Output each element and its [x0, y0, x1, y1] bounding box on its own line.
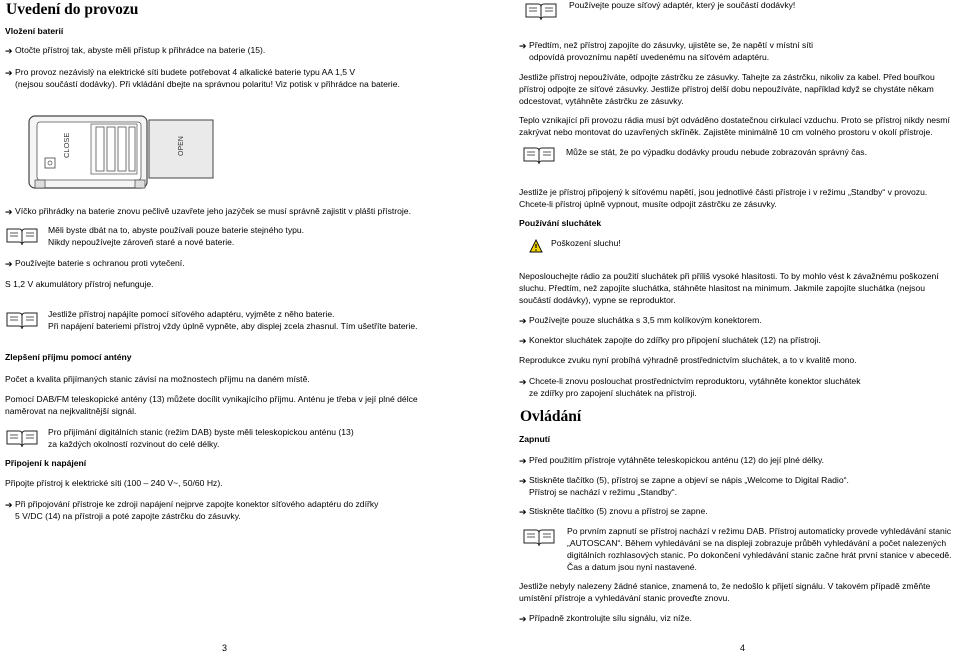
paragraph: Jestliže přístroj nepoužíváte, odpojte zástrčku ze zásuvky. Tahejte za zástrčku, nikoliv za kabel. Před bouřkou přístroj odpojte ze síťové zásuvky. Jestliže přístroj delší dobu nepoužíváte, například když se chystáte někam odcestovat, vytáhněte zástrčku ze zásuvky. — [519, 72, 935, 106]
bullet-item: ➔ Stiskněte tlačítko (5) znovu a přístroj se zapne. — [519, 506, 708, 517]
paragraph: Připojte přístroj k elektrické síti (100 – 240 V~, 50/60 Hz). — [5, 478, 223, 488]
arrow-bullet-icon: ➔ — [519, 456, 527, 466]
paragraph: Reprodukce zvuku nyní probíhá výhradně prostřednictvím sluchátek, a to v kvalitě mono. — [519, 355, 857, 365]
section-heading-on: Zapnutí — [519, 434, 551, 444]
arrow-bullet-icon: ➔ — [5, 207, 13, 217]
bullet-item: ➔ Používejte baterie s ochranou proti vytečení. — [5, 258, 185, 269]
bullet-item: ➔ Případně zkontrolujte sílu signálu, viz níže. — [519, 613, 692, 624]
bullet-item: ➔ Víčko přihrádky na baterie znovu pečlivě uzavřete jeho jazýček se musí správně zajistit v plášti přístroje. — [5, 206, 411, 217]
note-first-start: Po prvním zapnutí se přístroj nachází v režimu DAB. Přístroj automaticky provede vyhledávání stanic „AUTOSCAN“. Během vyhledávání se na displeji zobrazuje průběh vyhledávání a počet nalezených digitálních rozhlasových stanic. Po dokončení vyhledávání stanic začne hrát první stanice v abecedě. Čas a datum jsou nyní nastavené. — [567, 526, 952, 572]
battery-compartment-figure — [27, 110, 227, 192]
open-label: OPEN — [178, 136, 185, 156]
paragraph: Teplo vznikající při provozu rádia musí být odváděno dostatečnou cirkulací vzduchu. Proto se přístroj nikdy nesmí zakrývat nebo montovat do uzavřených skříněk. Zajistěte minimálně 10 cm volného prostoru v okolí přístroje. — [519, 115, 950, 137]
section-heading-antenna: Zlepšení příjmu pomocí antény — [5, 352, 132, 362]
page-title: Uvedení do provozu — [6, 1, 139, 18]
bullet-item: ➔ Před použitím přístroje vytáhněte teleskopickou anténu (12) do její plné délky. — [519, 455, 825, 466]
right-page — [519, 0, 955, 652]
note-batteries: Měli byste dbát na to, abyste používali pouze baterie stejného typu. Nikdy nepoužívejte zároveň staré a nové baterie. — [48, 225, 305, 247]
section-heading-headphones: Používání sluchátek — [519, 218, 602, 228]
paragraph: Jestliže je přístroj připojený k síťovému napětí, jsou jednotlivé části přístroje i v režimu „Standby“ v provozu. Chcete-li přístroj úplně vypnout, musíte odpojit zástrčku ze zásuvky. — [519, 187, 928, 209]
note-adapter-batteries: Jestliže přístroj napájíte pomocí síťového adaptéru, vyjměte z něho baterie. Při napájení bateriemi přístroj vždy úplně vypněte, aby displej zcela zhasnul. Tím ušetříte baterie. — [48, 309, 418, 331]
arrow-bullet-icon: ➔ — [519, 377, 527, 387]
note-book-icon — [522, 526, 556, 548]
bullet-item: ➔ Chcete-li znovu poslouchat prostřednictvím reproduktoru, vytáhněte konektor sluchátek ze zdířky pro zapojení sluchátek na přístroji. — [519, 376, 861, 398]
warning-icon — [529, 239, 543, 253]
arrow-bullet-icon: ➔ — [5, 500, 13, 510]
warning-text: Poškození sluchu! — [551, 238, 621, 248]
bullet-item: ➔ Předtím, než přístroj zapojíte do zásuvky, ujistěte se, že napětí v místní síti odpovídá provoznímu napětí uvedenému na síťovém adaptéru. — [519, 40, 814, 62]
note-antenna: Pro přijímání digitálních stanic (režim DAB) byste měli teleskopickou anténu (13) za každých okolností rozvinout do celé délky. — [48, 427, 354, 449]
section-heading-power: Připojení k napájení — [5, 458, 87, 468]
paragraph: Jestliže nebyly nalezeny žádné stanice, znamená to, že nedošlo k přijetí signálu. V takovém případě změňte umístění přístroje a vyhledávání stanic proveďte znovu. — [519, 581, 931, 603]
note-book-icon — [5, 309, 39, 331]
note-adapter-only: Používejte pouze síťový adaptér, který je součástí dodávky! — [569, 0, 796, 10]
note-book-icon — [5, 225, 39, 247]
bullet-item: ➔ Stiskněte tlačítko (5), přístroj se zapne a objeví se nápis „Welcome to Digital Radio“. Přístroj se nachází v režimu „Standby“. — [519, 475, 849, 497]
bullet-item: ➔ Používejte pouze sluchátka s 3,5 mm kolíkovým konektorem. — [519, 315, 762, 326]
bullet-item: ➔ Pro provoz nezávislý na elektrické síti budete potřebovat 4 alkalické baterie typu AA 1,5 V (nejsou součástí dodávky). Při vkládání dbejte na správnou polaritu! Viz potisk v přihrádce na baterie. — [5, 67, 400, 89]
note-book-icon — [5, 427, 39, 449]
page-number: 4 — [740, 643, 746, 653]
arrow-bullet-icon: ➔ — [519, 614, 527, 624]
page-number: 3 — [222, 643, 228, 653]
bullet-item: ➔ Otočte přístroj tak, abyste měli přístup k přihrádce na baterie (15). — [5, 45, 266, 56]
note-book-icon — [522, 144, 556, 166]
section-title-operation: Ovládání — [520, 408, 582, 425]
arrow-bullet-icon: ➔ — [519, 336, 527, 346]
paragraph: Pomocí DAB/FM teleskopické antény (13) můžete docílit vynikajícího příjmu. Anténu je třeba v její plné délce naměrovat na nejkvalitnější signál. — [5, 394, 418, 416]
arrow-bullet-icon: ➔ — [5, 259, 13, 269]
close-label: CLOSE — [62, 132, 71, 158]
accu-note: S 1,2 V akumulátory přístroj nefunguje. — [5, 279, 154, 289]
paragraph: Počet a kvalita přijímaných stanic závisí na možnostech příjmu na daném místě. — [5, 374, 310, 384]
bullet-item: ➔ Při připojování přístroje ke zdroji napájení nejprve zapojte konektor síťového adaptéru do zdířky 5 V/DC (14) na přístroji a poté zapojte zástrčku do zásuvky. — [5, 499, 379, 521]
arrow-bullet-icon: ➔ — [519, 476, 527, 486]
paragraph: Neposlouchejte rádio za použití sluchátek při příliš vysoké hlasitosti. To by mohlo vést k závažnému poškození sluchu. Předtím, než zapojíte sluchátka, stáhněte hlasitost na minimum. Jakmile zapojíte sluchátka (nejsou součástí dodávky), vypne se reproduktor. — [519, 271, 939, 305]
note-book-icon — [524, 0, 558, 22]
bullet-item: ➔ Konektor sluchátek zapojte do zdířky pro připojení sluchátek (12) na přístroji. — [519, 335, 821, 346]
left-page — [5, 0, 430, 652]
arrow-bullet-icon: ➔ — [5, 68, 13, 78]
arrow-bullet-icon: ➔ — [5, 46, 13, 56]
arrow-bullet-icon: ➔ — [519, 41, 527, 51]
arrow-bullet-icon: ➔ — [519, 316, 527, 326]
arrow-bullet-icon: ➔ — [519, 507, 527, 517]
note-time: Může se stát, že po výpadku dodávky proudu nebude zobrazován správný čas. — [566, 147, 867, 157]
section-heading-batteries: Vložení baterií — [5, 26, 64, 36]
